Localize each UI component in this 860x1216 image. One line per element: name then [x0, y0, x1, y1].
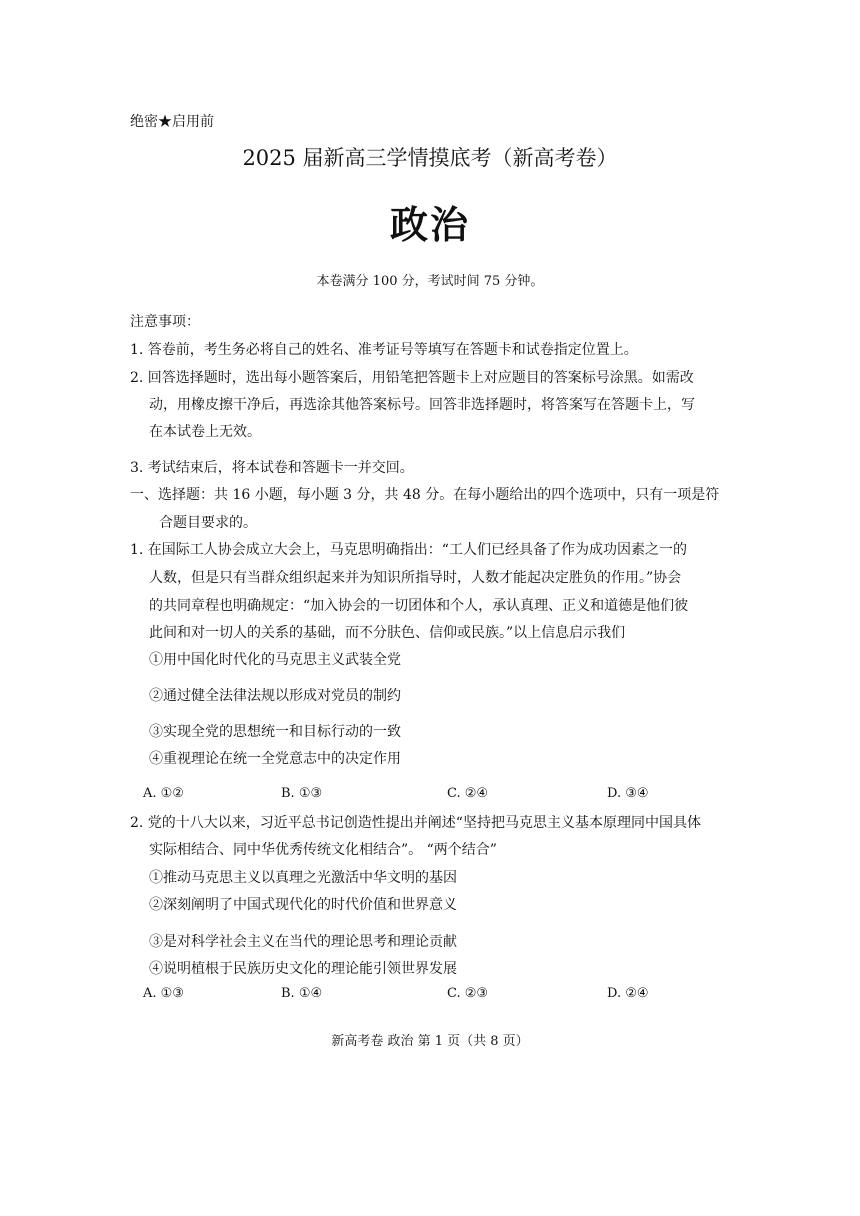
- confidential-mark: 绝密★启用前: [130, 114, 214, 130]
- q1-stem-line-2: 人数，但是只有当群众组织起来并为知识所指导时，人数才能起决定胜负的作用。”协会: [149, 570, 682, 586]
- q2-option-b: B. ①④: [281, 986, 323, 1001]
- q1-stem-line-4: 此间和对一切人的关系的基础，而不分肤色、信仰或民族。”以上信息启示我们: [149, 625, 626, 641]
- notice-item-2-line-1: 2. 回答选择题时，选出每小题答案后，用铅笔把答题卡上对应题目的答案标号涂黑。如需改: [130, 370, 694, 386]
- q2-option-c: C. ②③: [447, 986, 489, 1001]
- q1-statement-1: ①用中国化时代化的马克思主义武装全党: [149, 652, 401, 668]
- q2-statement-2: ②深刻阐明了中国式现代化的时代价值和世界意义: [149, 897, 457, 913]
- section-heading-line-2: 合题目要求的。: [159, 515, 257, 531]
- subject-title: 政治: [389, 202, 470, 247]
- q1-statement-3: ③实现全党的思想统一和目标行动的一致: [149, 724, 401, 740]
- q2-option-d: D. ②④: [607, 986, 649, 1001]
- exam-title: 2025 届新高三学情摸底考（新高考卷）: [242, 146, 618, 170]
- notice-item-1: 1. 答卷前，考生务必将自己的姓名、准考证号等填写在答题卡和试卷指定位置上。: [130, 342, 638, 358]
- q1-statement-4: ④重视理论在统一全党意志中的决定作用: [149, 751, 401, 767]
- q1-option-a: A. ①②: [143, 786, 184, 801]
- q1-option-b: B. ①③: [281, 786, 323, 801]
- page-footer: 新高考卷 政治 第 1 页（共 8 页）: [331, 1034, 529, 1049]
- q1-stem-line-3: 的共同章程也明确规定：“加入协会的一切团体和个人，承认真理、正义和道德是他们彼: [149, 598, 689, 614]
- q1-option-d: D. ③④: [607, 786, 649, 801]
- notice-item-2-line-2: 动，用橡皮擦干净后，再选涂其他答案标号。回答非选择题时，将答案写在答题卡上，写: [149, 397, 695, 413]
- notice-item-2-line-3: 在本试卷上无效。: [149, 424, 261, 440]
- q1-statement-2: ②通过健全法律法规以形成对党员的制约: [149, 688, 401, 704]
- notice-item-3: 3. 考试结束后，将本试卷和答题卡一并交回。: [130, 460, 414, 476]
- q1-stem-line-1: 1. 在国际工人协会成立大会上，马克思明确指出：“工人们已经具备了作为成功因素之一的: [130, 542, 687, 558]
- q2-statement-4: ④说明植根于民族历史文化的理论能引领世界发展: [149, 961, 457, 977]
- notice-heading: 注意事项：: [130, 314, 200, 330]
- exam-info: 本卷满分 100 分，考试时间 75 分钟。: [316, 274, 544, 289]
- q2-stem-line-1: 2. 党的十八大以来，习近平总书记创造性提出并阐述“坚持把马克思主义基本原理同中国具体: [130, 815, 701, 831]
- section-heading-line-1: 一、选择题：共 16 小题，每小题 3 分，共 48 分。在每小题给出的四个选项中，只有一项是符: [130, 487, 720, 503]
- q2-statement-1: ①推动马克思主义以真理之光激活中华文明的基因: [149, 870, 457, 886]
- q2-stem-line-2: 实际相结合、同中华优秀传统文化相结合”。 “两个结合”: [149, 842, 497, 858]
- q2-option-a: A. ①③: [143, 986, 184, 1001]
- q2-statement-3: ③是对科学社会主义在当代的理论思考和理论贡献: [149, 934, 457, 950]
- q1-option-c: C. ②④: [447, 786, 489, 801]
